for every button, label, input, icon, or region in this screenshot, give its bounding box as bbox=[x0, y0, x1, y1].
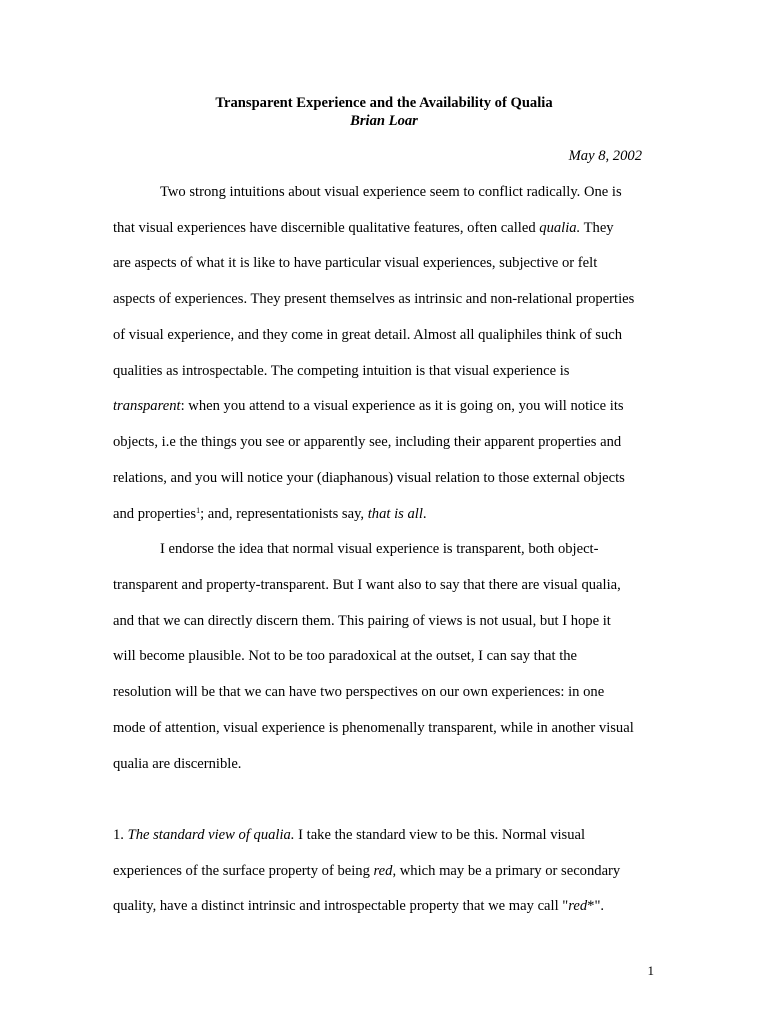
paragraph-2-line-2: transparent and property-transparent. But I want also to say that there are visual qualia, bbox=[113, 577, 621, 593]
paragraph-1-line-2: that visual experiences have discernible qualitative features, often called qualia. They bbox=[113, 220, 614, 236]
paragraph-2-line-1: I endorse the idea that normal visual experience is transparent, both object- bbox=[160, 541, 599, 557]
paragraph-1-line-1: Two strong intuitions about visual experience seem to conflict radically. One is bbox=[160, 184, 622, 200]
paragraph-1-line-3: are aspects of what it is like to have particular visual experiences, subjective or felt bbox=[113, 255, 598, 271]
paragraph-1-line-7: transparent: when you attend to a visual experience as it is going on, you will notice its bbox=[113, 398, 624, 414]
transparent-term: transparent bbox=[113, 398, 181, 414]
paper-title: Transparent Experience and the Availability of Qualia bbox=[215, 95, 553, 111]
section-1-line-1: 1. The standard view of qualia. I take the standard view to be this. Normal visual bbox=[113, 827, 586, 843]
paragraph-1-line-6: qualities as introspectable. The competing intuition is that visual experience is bbox=[113, 363, 570, 379]
section-heading: The standard view of qualia. bbox=[127, 827, 295, 843]
section-number: 1. bbox=[113, 827, 128, 843]
paragraph-2-line-6: mode of attention, visual experience is phenomenally transparent, while in another visual bbox=[113, 720, 634, 736]
page-number: 1 bbox=[647, 963, 654, 978]
qualia-term: qualia. bbox=[539, 220, 581, 236]
section-1-line-2: experiences of the surface property of being red, which may be a primary or secondary bbox=[113, 863, 621, 879]
paragraph-2-line-5: resolution will be that we can have two perspectives on our own experiences: in one bbox=[113, 684, 605, 700]
paragraph-2-line-7: qualia are discernible. bbox=[113, 756, 242, 772]
section-1-line-3: quality, have a distinct intrinsic and introspectable property that we may call "red*". bbox=[113, 898, 605, 914]
paragraph-2-line-3: and that we can directly discern them. This pairing of views is not usual, but I hope it bbox=[113, 613, 611, 629]
emphasis-that-is-all: that is all bbox=[367, 506, 423, 522]
paragraph-1-line-10: and properties$^1$; and, representationists say, that is all. bbox=[113, 506, 427, 522]
paper-date: May 8, 2002 bbox=[568, 148, 642, 164]
red-star-term: red bbox=[568, 898, 588, 914]
red-term: red bbox=[373, 863, 393, 879]
paragraph-1-line-8: objects, i.e the things you see or apparently see, including their apparent properties and bbox=[113, 434, 622, 450]
paragraph-2-line-4: will become plausible. Not to be too paradoxical at the outset, I can say that the bbox=[113, 648, 578, 664]
paragraph-1-line-4: aspects of experiences. They present themselves as intrinsic and non-relational properties bbox=[113, 291, 635, 307]
paragraph-1-line-5: of visual experience, and they come in great detail. Almost all qualiphiles think of such bbox=[113, 327, 623, 343]
footnote-marker[interactable]: 1 bbox=[196, 506, 201, 515]
paragraph-1-line-9: relations, and you will notice your (diaphanous) visual relation to those external objects bbox=[113, 470, 625, 486]
paper-author: Brian Loar bbox=[350, 113, 418, 129]
